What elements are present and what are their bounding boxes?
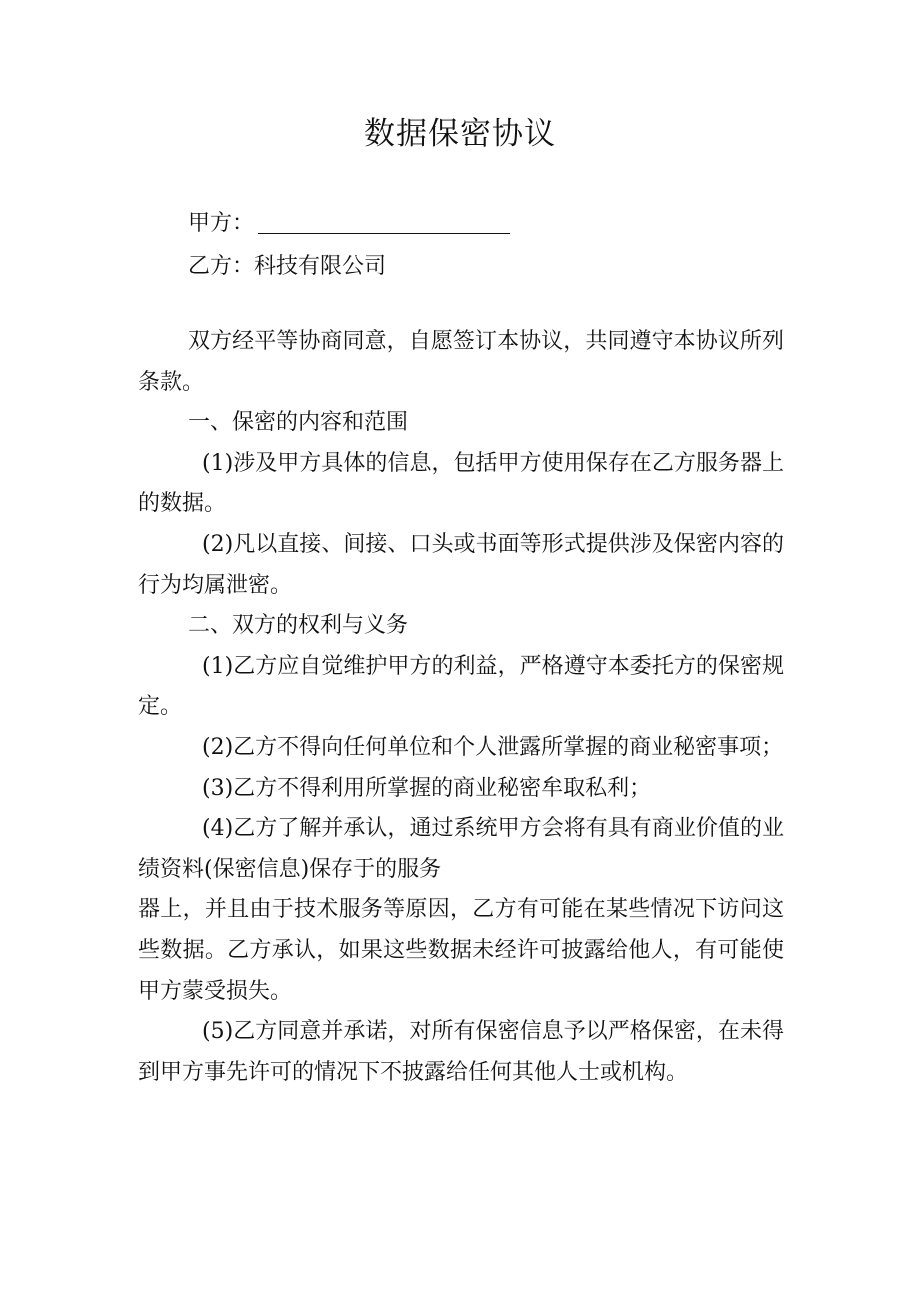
party-b-value: 科技有限公司 [254,254,387,279]
agreement-body [138,322,784,1093]
party-b-line [188,249,386,280]
section-heading-confidential-scope: 一、保密的内容和范围 [188,410,409,436]
clause-2-3: (3)乙方不得利用所掌握的商业秘密牟取私利； [202,775,652,801]
clause-1-1: (1)涉及甲方具体的信息，包括甲方使用保存在乙方服务器上的数据。 [138,450,784,517]
party-a-label: 甲方： [188,211,255,236]
document-title: 数据保密协议 [364,116,556,152]
clause-2-1: (1)乙方应自觉维护甲方的利益，严格遵守本委托方的保密规定。 [138,653,784,720]
party-a-blank-field[interactable] [258,211,510,234]
section-heading-rights-obligations: 二、双方的权利与义务 [188,613,409,639]
party-b-label: 乙方： [188,254,255,279]
clause-2-4-part-b: 器上，并且由于技术服务等原因，乙方有可能在某些情况下访问这些数据。乙方承认，如果这些数据未经许可披露给他人，有可能使甲方蒙受损失。 [138,897,784,1004]
clause-1-2: (2)凡以直接、间接、口头或书面等形式提供涉及保密内容的行为均属泄密。 [138,531,784,598]
clause-2-2: (2)乙方不得向任何单位和个人泄露所掌握的商业秘密事项； [202,734,784,760]
intro-paragraph: 双方经平等协商同意，自愿签订本协议，共同遵守本协议所列条款。 [138,329,784,395]
party-a-line [188,206,510,237]
clause-2-4-part-a: (4)乙方了解并承认，通过系统甲方会将有具有商业价值的业绩资料(保密信息)保存于的服务 [138,816,784,882]
clause-2-5: (5)乙方同意并承诺，对所有保密信息予以严格保密，在未得到甲方事先许可的情况下不披露给任何其他人士或机构。 [138,1019,784,1085]
